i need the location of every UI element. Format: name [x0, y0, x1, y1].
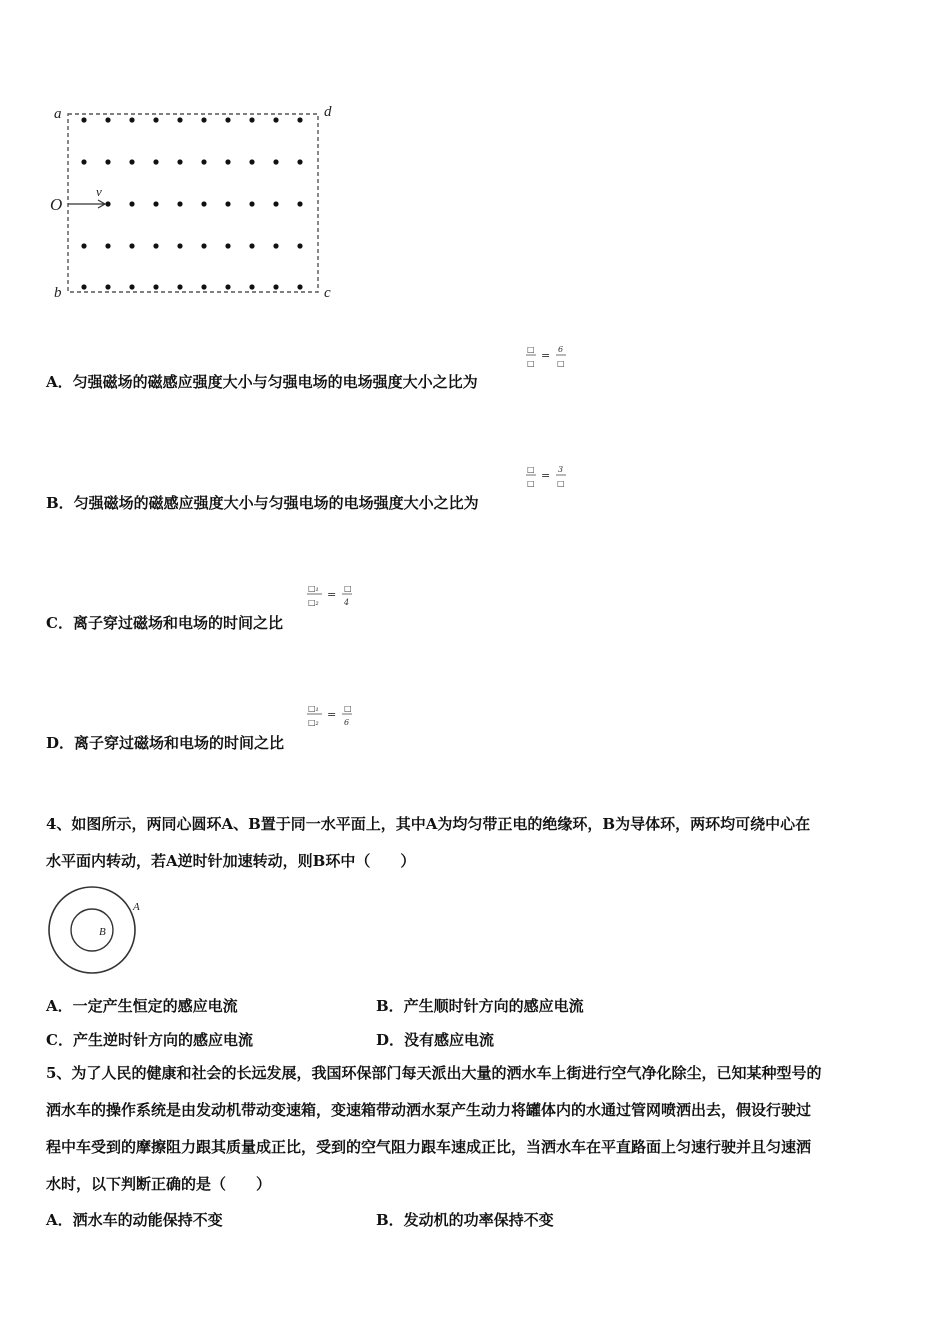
field-dot — [177, 243, 182, 248]
q4-option-d[interactable]: D．没有感应电流 — [376, 1031, 495, 1049]
svg-text:6: 6 — [558, 345, 564, 354]
field-dot — [177, 201, 182, 206]
rings-diagram — [40, 880, 150, 980]
field-dot — [249, 201, 254, 206]
field-dot — [153, 243, 158, 248]
q5-line-3: 程中车受到的摩擦阻力跟其质量成正比，受到的空气阻力跟车速成正比，当洒水车在平直路面上匀速行驶并且匀速洒 — [46, 1138, 812, 1156]
field-dot — [81, 243, 86, 248]
svg-text:□₂: □₂ — [308, 598, 319, 607]
q3-option-c[interactable]: C．离子穿过磁场和电场的时间之比 — [46, 614, 283, 632]
field-dot — [177, 284, 182, 289]
q5-stem — [46, 1055, 916, 1203]
field-dot — [201, 243, 206, 248]
corner-b-label: b — [54, 285, 62, 301]
field-dot — [273, 284, 278, 289]
field-dot — [105, 243, 110, 248]
field-dot — [249, 284, 254, 289]
formula-a — [523, 341, 573, 373]
field-dot — [153, 159, 158, 164]
corner-d-label: d — [324, 104, 332, 120]
field-dot — [177, 159, 182, 164]
field-dot — [273, 117, 278, 122]
field-dot — [81, 159, 86, 164]
field-dot — [225, 284, 230, 289]
ring-a-label: A — [133, 901, 140, 913]
field-dot — [153, 117, 158, 122]
q4-stem — [46, 806, 916, 880]
svg-text:□: □ — [527, 479, 535, 488]
field-dot — [225, 243, 230, 248]
field-dot — [273, 159, 278, 164]
q5-line-4: 水时，以下判断正确的是（ ） — [46, 1175, 272, 1193]
q3-option-a[interactable]: A．匀强磁场的磁感应强度大小与匀强电场的电场强度大小之比为 — [46, 373, 478, 391]
ring-a — [49, 887, 135, 973]
q5-option-a[interactable]: A．洒水车的动能保持不变 — [46, 1211, 223, 1229]
field-dot — [177, 117, 182, 122]
field-dot — [297, 243, 302, 248]
field-dot — [81, 117, 86, 122]
field-dot — [273, 243, 278, 248]
svg-text:=: = — [327, 708, 337, 721]
field-dot — [201, 159, 206, 164]
q5-line-1: 5、为了人民的健康和社会的长远发展，我国环保部门每天派出大量的洒水车上街进行空气净化除尘，已知某种型号的 — [46, 1064, 822, 1082]
svg-text:=: = — [541, 469, 551, 482]
field-dot — [201, 284, 206, 289]
field-dot — [249, 243, 254, 248]
field-dot — [273, 201, 278, 206]
field-dot — [129, 201, 134, 206]
ring-b — [71, 909, 113, 951]
svg-text:=: = — [541, 349, 551, 362]
formula-c — [305, 580, 360, 612]
q4-option-b[interactable]: B．产生顺时针方向的感应电流 — [376, 997, 584, 1015]
svg-text:3: 3 — [558, 465, 564, 474]
corner-c-label: c — [324, 285, 331, 301]
q4-line-1: 4、如图所示，两同心圆环A、B置于同一水平面上，其中A为均匀带正电的绝缘环，B为导体环，两环均可绕中心在 — [46, 815, 811, 833]
q4-option-a[interactable]: A．一定产生恒定的感应电流 — [46, 997, 238, 1015]
field-dot — [129, 159, 134, 164]
svg-text:6: 6 — [344, 718, 350, 727]
svg-text:□: □ — [557, 479, 565, 488]
field-dot — [81, 284, 86, 289]
field-dot — [249, 117, 254, 122]
svg-text:□: □ — [527, 359, 535, 368]
svg-text:□₂: □₂ — [308, 718, 319, 727]
field-dot — [129, 243, 134, 248]
field-dot — [201, 201, 206, 206]
field-dots — [81, 117, 302, 289]
ring-b-label: B — [99, 926, 106, 938]
svg-text:□: □ — [344, 704, 352, 713]
field-dot — [225, 117, 230, 122]
svg-text:4: 4 — [344, 598, 350, 607]
svg-text:□: □ — [527, 345, 535, 354]
q3-option-d[interactable]: D．离子穿过磁场和电场的时间之比 — [46, 734, 285, 752]
q5-line-2: 洒水车的操作系统是由发动机带动变速箱，变速箱带动洒水泵产生动力将罐体内的水通过管网喷洒出去，假设行驶过 — [46, 1101, 812, 1119]
formula-d — [305, 700, 360, 732]
svg-text:=: = — [327, 588, 337, 601]
field-dot — [297, 201, 302, 206]
field-dot — [225, 159, 230, 164]
field-boundary — [68, 114, 318, 292]
field-dot — [129, 117, 134, 122]
svg-text:□: □ — [527, 465, 535, 474]
field-dot — [105, 284, 110, 289]
velocity-label: v — [96, 184, 102, 199]
field-dot — [153, 284, 158, 289]
q3-option-b[interactable]: B．匀强磁场的磁感应强度大小与匀强电场的电场强度大小之比为 — [46, 494, 479, 512]
field-dot — [249, 159, 254, 164]
field-dot — [129, 284, 134, 289]
svg-text:□: □ — [557, 359, 565, 368]
field-dot — [201, 117, 206, 122]
field-dot — [105, 159, 110, 164]
field-dot — [153, 201, 158, 206]
field-dot — [225, 201, 230, 206]
field-dot — [297, 284, 302, 289]
field-dot — [297, 117, 302, 122]
origin-label: O — [50, 195, 63, 214]
svg-text:□₁: □₁ — [308, 704, 319, 713]
field-diagram — [40, 100, 350, 305]
q5-option-b[interactable]: B．发动机的功率保持不变 — [376, 1211, 554, 1229]
q4-line-2: 水平面内转动，若A逆时针加速转动，则B环中（ ） — [46, 852, 416, 870]
svg-text:□₁: □₁ — [308, 584, 319, 593]
field-dot — [297, 159, 302, 164]
field-dot — [105, 117, 110, 122]
q4-option-c[interactable]: C．产生逆时针方向的感应电流 — [46, 1031, 253, 1049]
svg-text:□: □ — [344, 584, 352, 593]
formula-b — [523, 461, 573, 493]
corner-a-label: a — [54, 106, 62, 122]
